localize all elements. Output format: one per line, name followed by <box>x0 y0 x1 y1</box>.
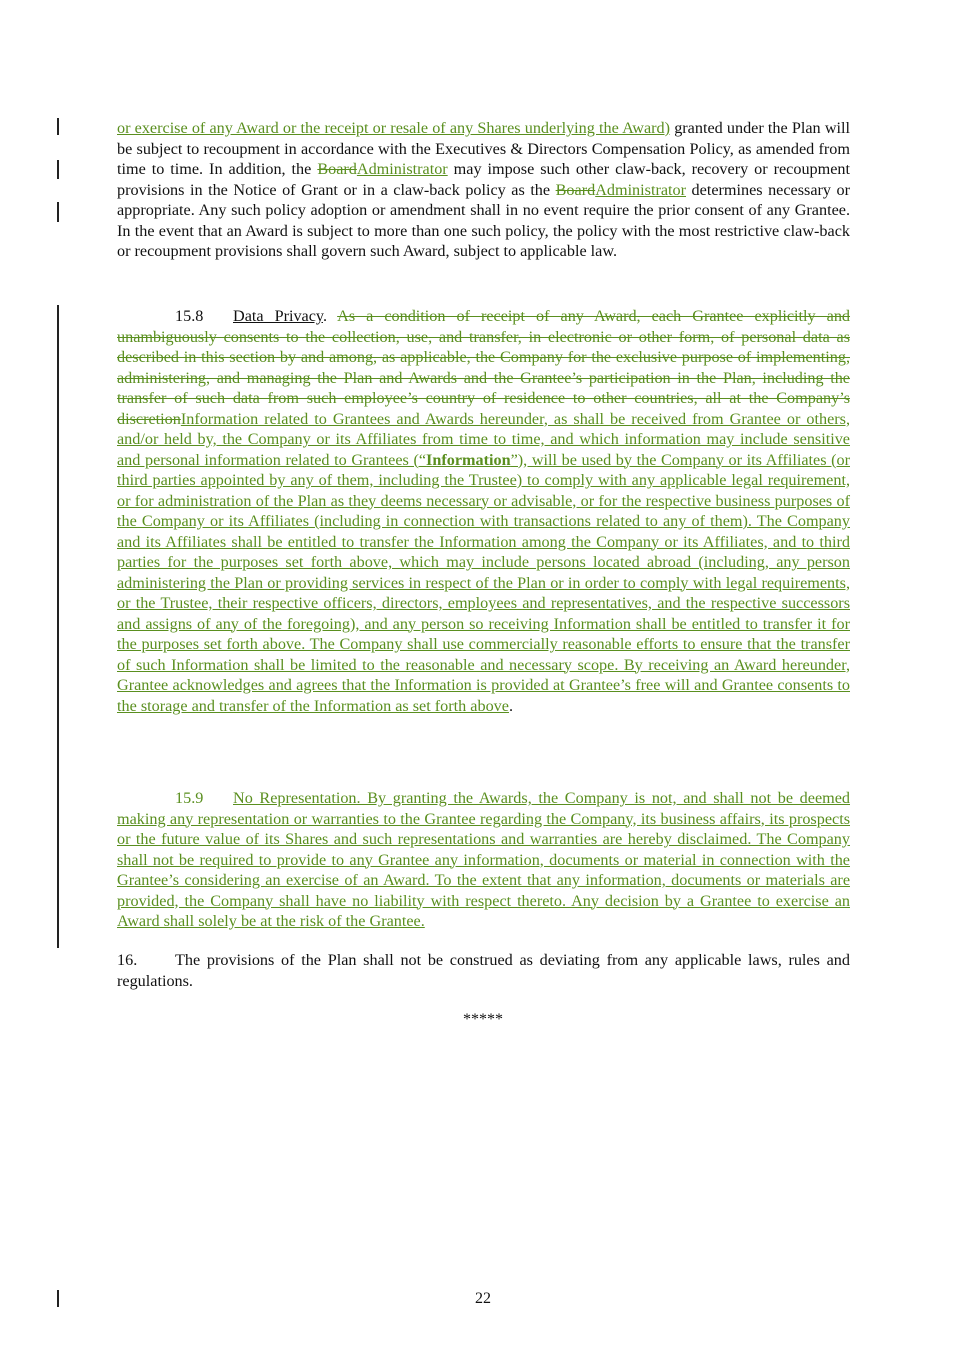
inserted-text: Administrator <box>595 180 687 199</box>
defined-term: Information <box>426 450 511 469</box>
section-heading: Data Privacy <box>233 307 323 325</box>
body-text: The provisions of the Plan shall not be construed as deviating from any applicable laws, rules and regulations. <box>117 951 850 990</box>
deleted-text: Board <box>317 160 357 178</box>
inserted-text: Information related to Grantees and Awards hereunder, as shall be received from Grantee or others, and/or held by, the Company or its Affiliates from time to time, and which information may include sensitive and personal information related to Grantees (“ <box>117 409 850 469</box>
deleted-text: Board <box>555 180 596 199</box>
section-number: 15.9 <box>175 789 204 807</box>
change-bar <box>57 118 59 135</box>
separator: ***** <box>463 1011 503 1028</box>
change-bar <box>57 160 59 179</box>
punctuation: . <box>508 696 514 715</box>
inserted-text: Administrator <box>356 160 448 178</box>
section-16 <box>117 950 850 991</box>
section-number: 16. <box>117 951 138 969</box>
deleted-text: As a condition of receipt of any Award, each Grantee explicitly and unambiguously consents to the collection, use, and transfer, in electronic or other form, of personal data as described in this section by and among, as applicable, the Company for the exclusive purpose of implementing, administering, and managing the Plan and Awards and the Grantee’s participation in the Plan, including the transfer of such data from such employee’s country of residence to other countries, all at the Company’s discretion <box>117 307 851 428</box>
punctuation: . <box>322 307 338 325</box>
section-15-9 <box>117 788 850 932</box>
clawback-paragraph <box>117 118 850 262</box>
section-number: 15.8 <box>175 307 204 325</box>
inserted-text: No Representation. By granting the Awards, the Company is not, and shall not be deemed making any representation or warranties to the Grantee regarding the Company, its business affairs, its prospects or the future value of its Shares and such representations and warranties are hereby disclaimed. The Company shall not be required to provide to any Grantee any information, documents or material in connection with the Grantee’s considering an exercise of an Award. To the extent that any information, documents or materials are provided, the Company shall have no liability with respect thereto. Any decision by a Grantee to exercise an Award shall solely be at the risk of the Grantee. <box>117 789 850 930</box>
inserted-text: ”), will be used by the Company or its Affiliates (or third parties appointed by any of them, including the Trustee) to comply with any applicable legal requirement, or for administration of the Plan as they deems necessary or advisable, or for the respective business purposes of the Company or its Affiliates (including in connection with transactions related to any of them). The Company and its Affiliates shall be entitled to transfer the Information among the Company or its Affiliates, and to third parties for the purposes set forth above, which may include persons located abroad (including, any person administering the Plan or providing services in respect of the Plan or in order to comply with legal requirements, or the Trustee, their respective officers, directors, employees and representatives, and the respective successors and assigns of any of the foregoing), and any person so receiving Information shall be entitled to transfer it for the purposes set forth above. The Company shall use commercially reasonable efforts to ensure that the transfer of such Information shall be limited to the reasonable and necessary scope. By receiving an Award hereunder, Grantee acknowledges and agrees that the Information is provided at Grantee’s free will and Grantee consents to the storage and transfer of the Information as set forth above <box>117 450 850 715</box>
change-bar <box>57 305 59 948</box>
body-text: may impose such other claw-back, recovery or recoupment provisions in the Notice of Grant or in a claw-back policy as the <box>117 160 851 199</box>
page-number: 22 <box>475 1290 491 1307</box>
body-text: granted under the Plan will be subject to recoupment in accordance with the Executives & Directors Compensation Policy, as amended from time to time. In addition, the <box>117 119 850 178</box>
section-15-8 <box>117 306 850 716</box>
inserted-text: or exercise of any Award or the receipt or resale of any Shares underlying the Award) <box>117 119 671 137</box>
body-text: determines necessary or appropriate. Any such policy adoption or amendment shall in no event require the prior consent of any Grantee. In the event that an Award is subject to more than one such policy, the policy with the most restrictive claw-back or recoupment provisions shall govern such Award, subject to applicable law. <box>117 180 851 260</box>
change-bar <box>57 202 59 222</box>
